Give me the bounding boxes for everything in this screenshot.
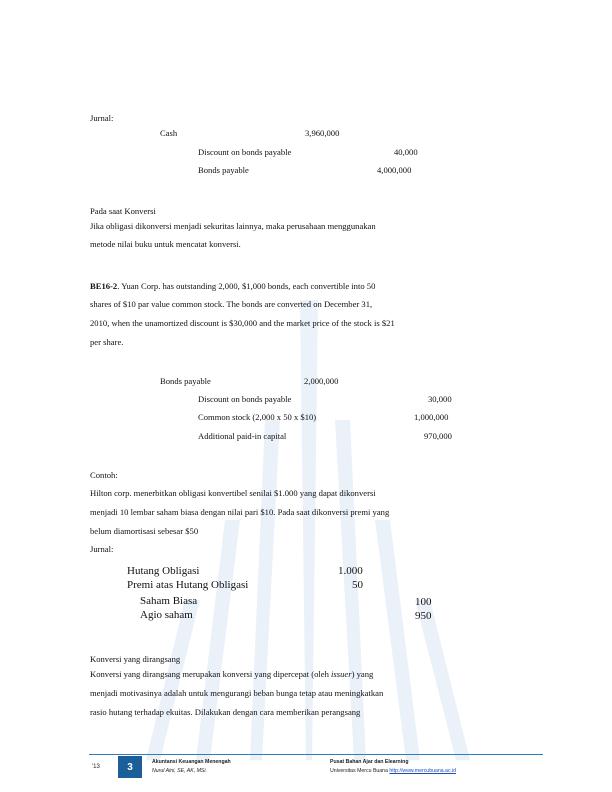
journal-account: Saham Biasa (140, 595, 198, 607)
journal-account: Discount on bonds payable (198, 394, 292, 404)
paragraph-line: rasio hutang terhadap ekuitas. Dilakukan dengan cara memberikan perangsang (90, 707, 361, 717)
footer-course: Akuntansi Keuangan Menengah (152, 759, 231, 765)
footer-univ-line (330, 769, 456, 774)
paragraph-line: menjadi 10 lembar saham biasa dengan nilai pari $10. Pada saat dikonversi premi yang (90, 507, 390, 517)
footer-univ: Universitas Mercu Buana (330, 768, 388, 774)
journal-credit: 1,000,000 (414, 412, 449, 422)
journal-debit: 2,000,000 (304, 376, 339, 386)
exercise-line: per share. (90, 337, 124, 347)
journal-credit: 30,000 (428, 394, 452, 404)
section-heading: Konversi yang dirangsang (90, 654, 181, 664)
footer-year: '13 (92, 764, 100, 770)
paragraph-line: menjadi motivasinya adalah untuk mengurangi beban bunga tetap atau meningkatkan (90, 688, 384, 698)
paragraph-line (90, 670, 373, 679)
paragraph-italic: issuer (331, 669, 352, 679)
journal-account: Premi atas Hutang Obligasi (127, 579, 249, 591)
footer-divider (89, 754, 543, 755)
journal-account: Discount on bonds payable (198, 147, 292, 157)
journal-debit: 3,960,000 (305, 128, 340, 138)
paragraph-line: belum diamortisasi sebesar $50 (90, 526, 199, 536)
section-heading: Contoh: (90, 470, 118, 480)
paragraph-text: ) yang (351, 669, 374, 679)
exercise-text: . Yuan Corp. has outstanding 2,000, $1,000 bonds, each convertible into 50 (117, 281, 376, 291)
exercise-line: shares of $10 par value common stock. The bonds are converted on December 31, (90, 299, 373, 309)
journal-account: Additional paid-in capital (198, 431, 287, 441)
exercise-line: 2010, when the unamortized discount is $30,000 and the market price of the stock is $21 (90, 318, 395, 328)
journal-account: Cash (160, 128, 178, 138)
exercise-code: BE16-2 (90, 281, 118, 291)
journal-credit: 40,000 (394, 147, 418, 157)
page-number: 3 (118, 756, 142, 778)
journal-debit: 1.000 (338, 565, 363, 577)
paragraph-line: Hilton corp. menerbitkan obligasi konvertibel senilai $1.000 yang dapat dikonversi (90, 488, 376, 498)
journal-account: Bonds payable (198, 165, 249, 175)
footer-url-link[interactable]: http://www.mercubuana.ac.id (389, 768, 457, 774)
paragraph-line: metode nilai buku untuk mencatat konversi. (90, 239, 241, 249)
paragraph-text: Konversi yang dirangsang merupakan konversi yang dipercepat (oleh (90, 669, 332, 679)
journal-credit: 950 (415, 610, 432, 622)
journal-credit: 100 (415, 596, 432, 608)
journal-account: Agio saham (140, 609, 193, 621)
jurnal-label: Jurnal: (90, 113, 114, 123)
journal-credit: 4,000,000 (377, 165, 412, 175)
journal-debit: 50 (352, 579, 363, 591)
journal-account: Hutang Obligasi (127, 565, 200, 577)
journal-account: Common stock (2,000 x 50 x $10) (198, 412, 317, 422)
footer-center: Pusat Bahan Ajar dan Elearning (330, 759, 409, 765)
section-heading: Pada saat Konversi (90, 206, 156, 216)
footer-author: Nurul Aini, SE, AK, MSi. (152, 768, 207, 774)
journal-credit: 970,000 (424, 431, 452, 441)
exercise-line (90, 282, 375, 291)
jurnal-label: Jurnal: (90, 544, 114, 554)
journal-account: Bonds payable (160, 376, 211, 386)
paragraph-line: Jika obligasi dikonversi menjadi sekuritas lainnya, maka perusahaan menggunakan (90, 221, 376, 231)
